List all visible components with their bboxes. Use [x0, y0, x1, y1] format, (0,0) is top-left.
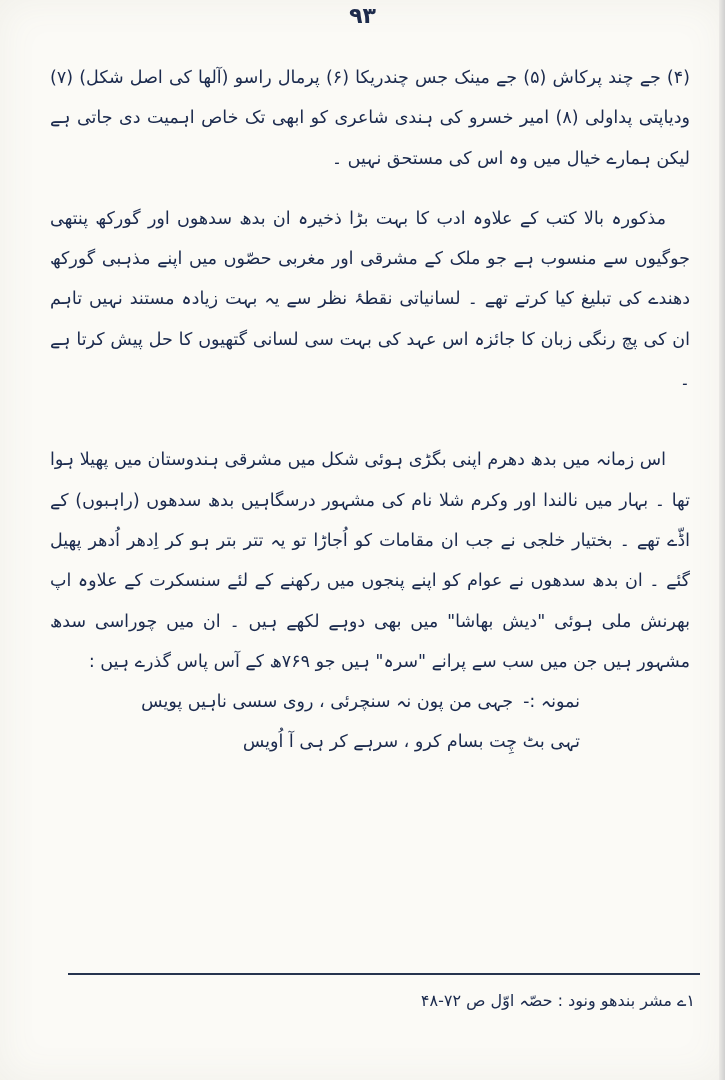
- verse-text-1: جہی من پون نہ سنچرئی ، روی سسی ناہیں پویس: [141, 692, 514, 713]
- body-text: [50, 58, 690, 763]
- paragraph-siddhas-literature: مذکورہ بالا کتب کے علاوہ ادب کا بہت بڑا ذخیرہ ان بدھ سدھوں اور گورکھ پنتھی جوگیوں سے منسوب ہے جو ملک کے مشرقی اور مغربی حصّوں میں اپنے مذہبی گورکھ دھندے کی تبلیغ کیا کرتے تھے ۔ لسانیاتی نقطۂ نظر سے یہ بہت زیادہ مستند نہیں تاہم ان کی پچ رنگی زبان کا جائزہ اس عہد کی بہت سی لسانی گتھیوں کا حل پیش کرتا ہے ۔: [50, 208, 690, 391]
- footnote: [300, 986, 695, 1016]
- paragraph-book-list: (۴) جے چند پرکاش (۵) جے مینک جس چندریکا (۶) پرمال راسو (آلھا کی اصل شکل) (۷) ودیاپتی پداولی (۸) امیر خسرو کی ہندی شاعری کو ابھی تک خاص اہمیت دی جاتی ہے لیکن ہمارے خیال میں وہ اس کی مستحق نہیں ۔: [50, 68, 690, 169]
- page-edge: [719, 0, 725, 1080]
- footnote-marker: ۱ے: [677, 991, 695, 1010]
- footnote-divider: [68, 973, 700, 975]
- paragraph-buddhism-history: اس زمانہ میں بدھ دھرم اپنی بگڑی ہوئی شکل میں مشرقی ہندوستان میں پھیلا ہوا تھا ۔ بہار میں نالندا اور وکرم شلا نام کی مشہور درسگاہیں بدھ سدھوں (راہبوں) کے اڈّے تھے ۔ بختیار خلجی نے جب ان مقامات کو اُجاڑا تو یہ تتر بتر ہو کر اِدھر اُدھر پھیل گئے ۔ ان بدھ سدھوں نے عوام کو اپنے پنجوں میں رکھنے کے لئے سنسکرت کے علاوہ اپ بھرنش ملی ہوئی "دیش بھاشا" میں بھی دوہے لکھے ہیں ۔ ان میں چوراسی سدھ مشہور ہیں جن میں سب سے پرانے "سرہ" ہیں جو ۷۶۹ھ کے آس پاس گذرے ہیں :: [50, 450, 690, 672]
- footnote-text: مشر بندھو ونود : حصّہ اوّل ص ۷۲-۴۸: [420, 991, 672, 1010]
- verse-line-2: تہی بٹ چِت بسام کرو ، سرہے کر ہی آ اُویس: [242, 732, 580, 753]
- verse-label: نمونہ :-: [523, 692, 580, 713]
- verse-line-1: [50, 682, 690, 722]
- page-number: ٩٣: [349, 4, 376, 29]
